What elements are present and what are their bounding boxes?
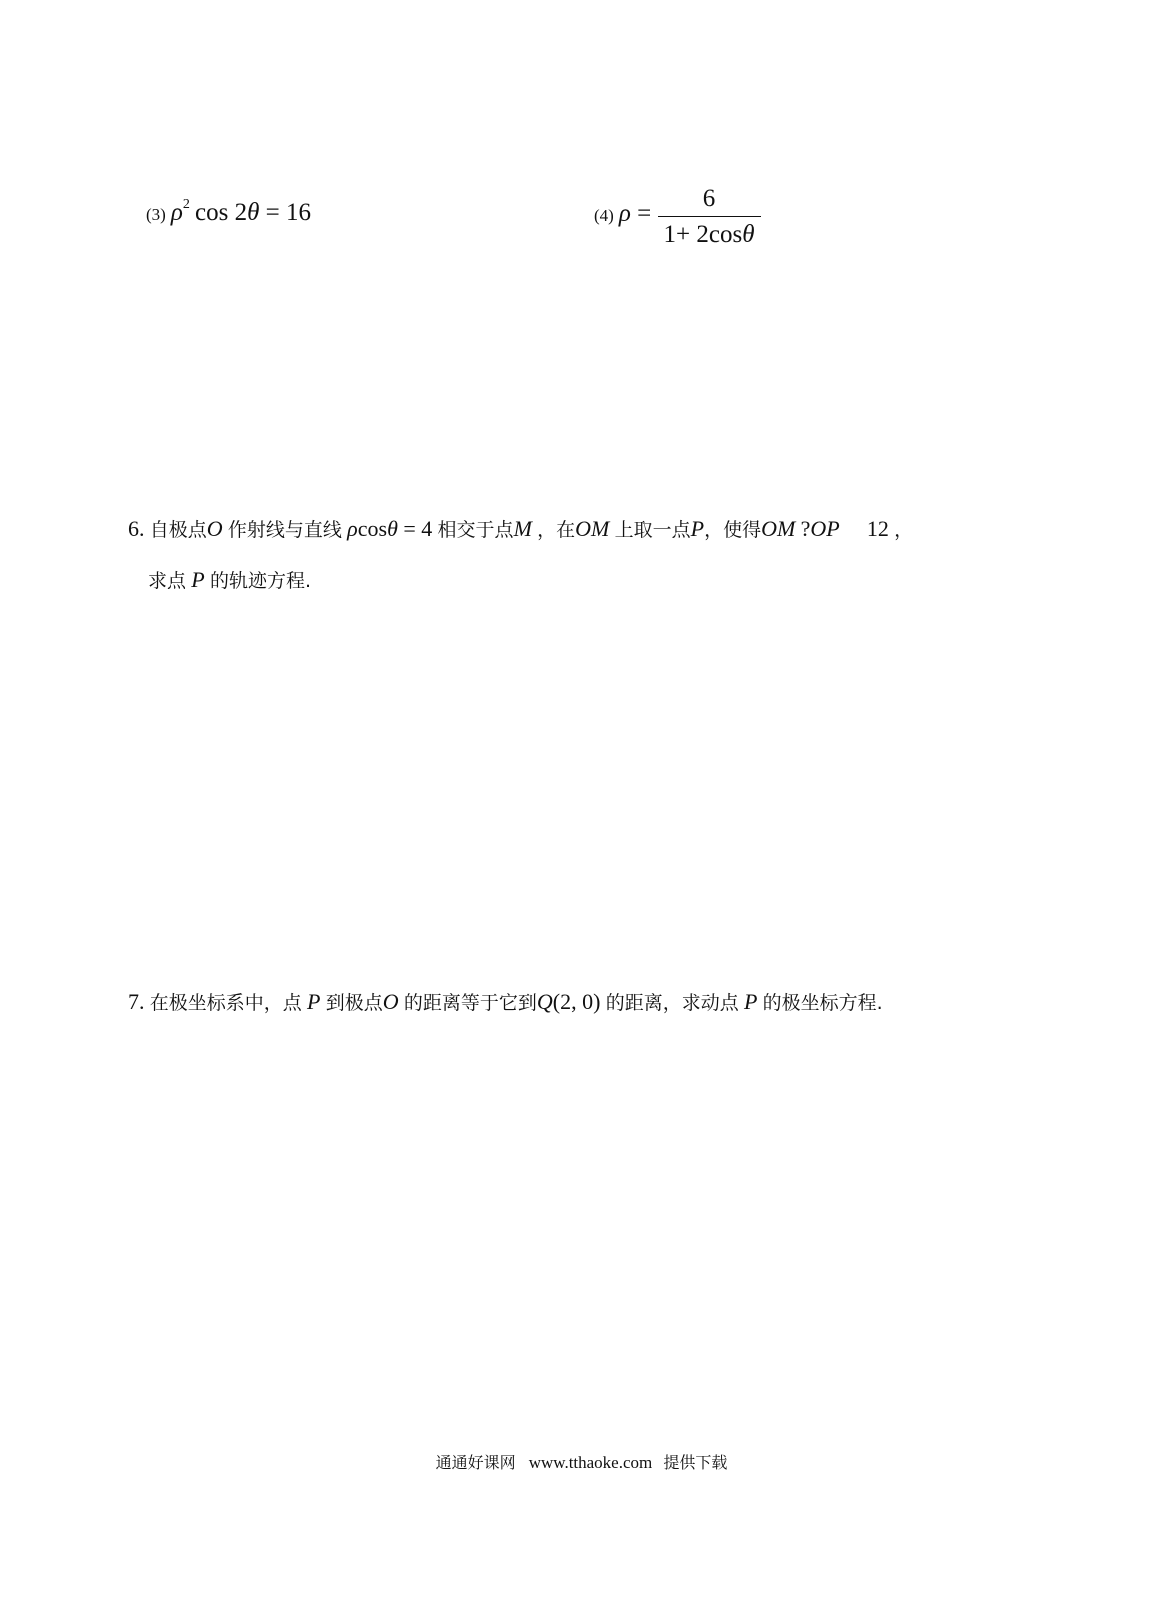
math-number: 12 — [866, 516, 889, 541]
question-number: 6. — [128, 516, 145, 541]
fraction-denominator — [658, 216, 761, 247]
question-text: 上取一点 — [614, 519, 691, 541]
page-footer — [0, 1450, 1163, 1473]
theta-symbol: θ — [742, 221, 755, 248]
question-text: 的距离等于它到 — [403, 992, 537, 1014]
item-number: (4) — [594, 206, 614, 225]
question-text: 作射线与直线 — [227, 519, 342, 541]
question-text: 求点 — [148, 570, 187, 592]
question-text: ，在 — [537, 519, 576, 541]
question-text: ，使得 — [704, 519, 762, 541]
math-symbol: Q — [536, 989, 553, 1014]
formula-text: cos 2 — [195, 199, 248, 226]
math-text: = 4 — [397, 516, 433, 541]
math-symbol: O — [206, 516, 223, 541]
formula-item-3 — [146, 199, 311, 227]
math-symbol: OP — [810, 516, 840, 541]
math-text: (2, 0) — [552, 989, 601, 1014]
rho-symbol: ρ — [170, 199, 183, 226]
question-text: ， — [894, 519, 914, 541]
question-text: 在极坐标系中，点 — [149, 992, 302, 1014]
formula-equals: = — [630, 200, 658, 227]
item-number: (3) — [146, 205, 166, 224]
rho-symbol: ρ — [347, 516, 358, 541]
question-text: 自极点 — [149, 519, 207, 541]
math-symbol: O — [382, 989, 399, 1014]
question-text: 的距离，求动点 — [605, 992, 739, 1014]
fraction — [658, 186, 761, 247]
question-text: 相交于点 — [437, 519, 514, 541]
denominator-text: 1+ 2cos — [663, 221, 743, 248]
math-symbol: OM — [761, 516, 796, 541]
math-symbol: P — [191, 567, 205, 592]
math-symbol: P — [307, 989, 321, 1014]
rho-symbol: ρ — [618, 200, 631, 227]
math-symbol: P — [743, 989, 758, 1014]
footer-suffix: 提供下载 — [663, 1453, 728, 1472]
math-symbol: M — [513, 516, 532, 541]
math-symbol: P — [690, 516, 705, 541]
fraction-numerator: 6 — [702, 185, 716, 212]
question-6-line-2 — [148, 569, 311, 591]
math-text: cos — [357, 516, 388, 541]
question-text: 的轨迹方程. — [209, 570, 312, 592]
theta-symbol: θ — [387, 516, 398, 541]
footer-site-name: 通通好课网 — [435, 1453, 516, 1472]
question-text: 到极点 — [325, 992, 383, 1014]
math-symbol: OM — [575, 516, 610, 541]
theta-symbol: θ — [247, 199, 260, 226]
question-number: 7. — [128, 989, 145, 1014]
footer-url[interactable]: www.tthaoke.com — [528, 1453, 653, 1472]
math-text: ? — [800, 516, 811, 541]
question-text: 的极坐标方程. — [762, 992, 883, 1014]
formula-equals: = 16 — [259, 199, 311, 226]
question-7 — [128, 991, 883, 1013]
exponent: 2 — [182, 197, 190, 212]
question-6-line-1 — [128, 518, 913, 540]
formula-item-4 — [594, 186, 761, 247]
